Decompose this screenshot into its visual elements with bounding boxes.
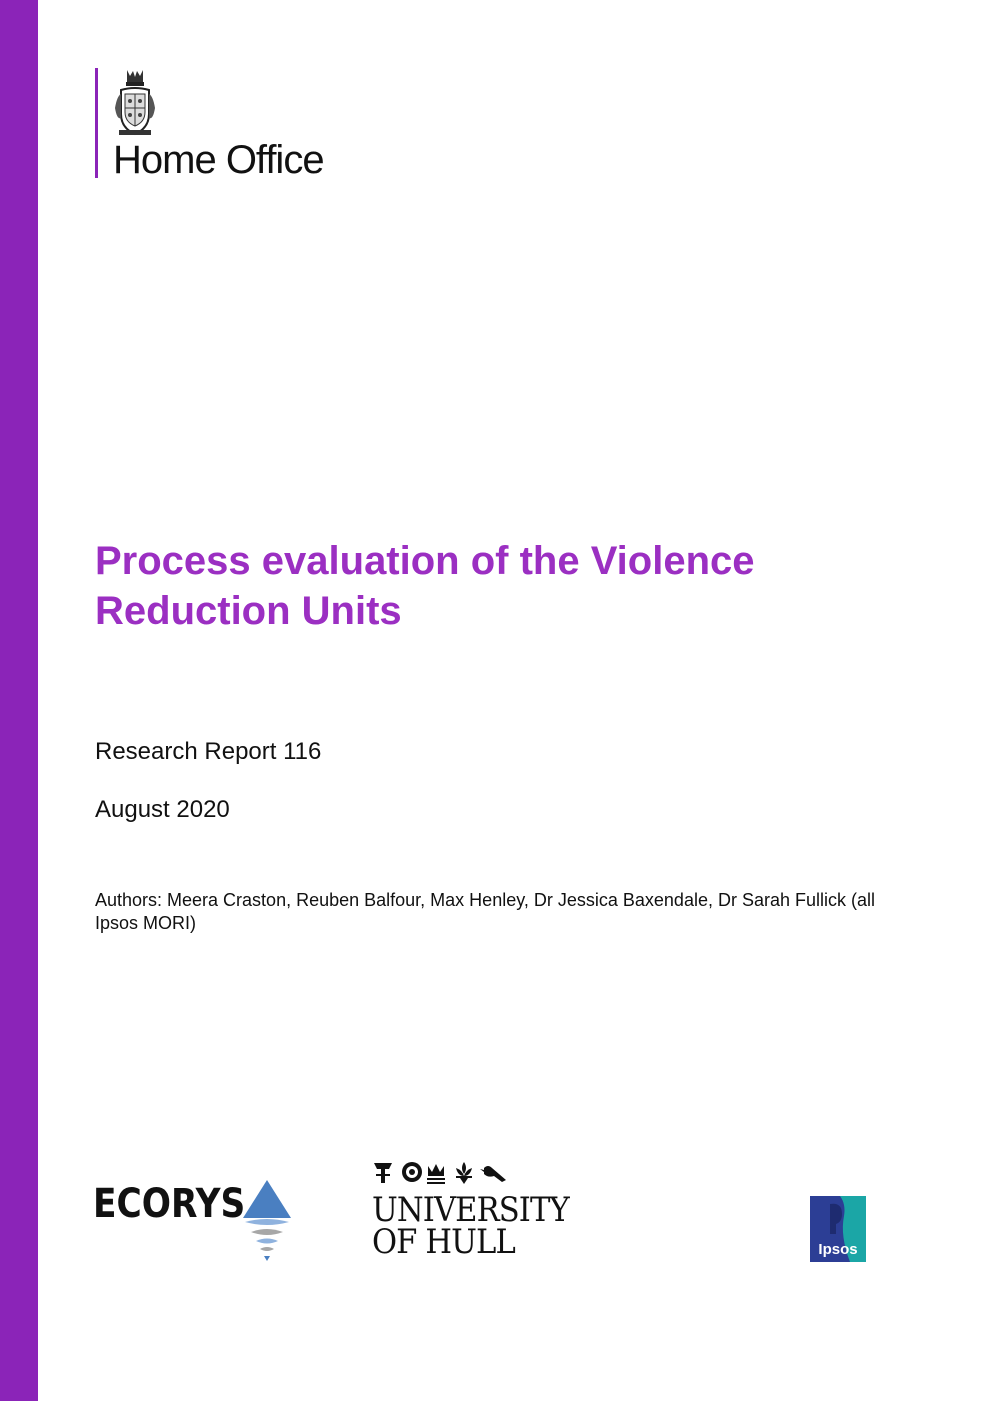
hull-wordmark-line1: UNIVERSITY [372, 1190, 569, 1230]
royal-coat-of-arms-icon [113, 68, 157, 138]
university-of-hull-logo [372, 1160, 582, 1260]
ecorys-wordmark: ECORYS [93, 1181, 246, 1227]
ipsos-wordmark: Ipsos [818, 1241, 858, 1258]
report-title: Process evaluation of the Violence Reduction Units [95, 539, 755, 633]
report-series-number: Research Report 116 [95, 738, 322, 765]
ecorys-logo [93, 1178, 303, 1262]
ecorys-triangle-icon [241, 1178, 293, 1262]
hull-heraldic-emblems-icon [372, 1160, 512, 1186]
side-accent-bar [0, 0, 38, 1401]
hull-wordmark-line2: OF HULL [372, 1222, 515, 1262]
report-date: August 2020 [95, 796, 230, 823]
report-authors: Authors: Meera Craston, Reuben Balfour, Max Henley, Dr Jessica Baxendale, Dr Sarah Fullick (all Ipsos MORI) [95, 890, 876, 933]
logo-divider-rule [95, 68, 98, 178]
home-office-logo [95, 68, 355, 180]
home-office-wordmark: Home Office [113, 138, 324, 182]
ipsos-logo-icon [810, 1196, 866, 1262]
